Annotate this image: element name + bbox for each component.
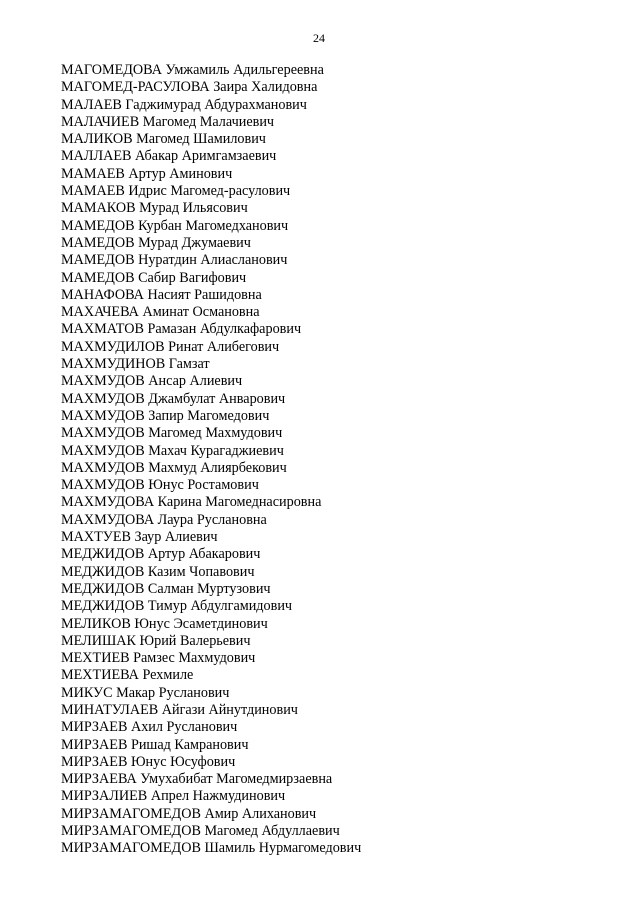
list-item: МАЛАЧИЕВ Магомед Малачиевич (61, 113, 275, 130)
list-item: МАМЕДОВ Нуратдин Алиасланович (61, 252, 288, 269)
list-item: МАМАЕВ Артур Аминович (61, 165, 233, 182)
list-item: МАМЕДОВ Курбан Магомедханович (61, 217, 289, 234)
list-item: МАХМУДИНОВ Гамзат (61, 356, 210, 373)
list-item: МЕЛИКОВ Юнус Эсаметдинович (61, 615, 268, 632)
list-item: МАХМУДОВ Магомед Махмудович (61, 425, 283, 442)
list-item: МЕДЖИДОВ Тимур Абдулгамидович (61, 598, 293, 615)
list-item: МАМЕДОВ Сабир Вагифович (61, 269, 247, 286)
list-item: МАХАЧЕВА Аминат Османовна (61, 304, 260, 321)
list-item: МАХМУДОВ Юнус Ростамович (61, 477, 259, 494)
list-item: МАМЕДОВ Мурад Джумаевич (61, 234, 251, 251)
list-item: МАХТУЕВ Заур Алиевич (61, 529, 218, 546)
list-item: МАГОМЕД-РАСУЛОВА Заира Халидовна (61, 79, 318, 96)
list-item: МИРЗАМАГОМЕДОВ Амир Алиханович (61, 805, 317, 822)
list-item: МИКУС Макар Русланович (61, 684, 230, 701)
list-item: МИРЗАМАГОМЕДОВ Магомед Абдуллаевич (61, 823, 340, 840)
list-item: МАХМУДОВА Лаура Руслановна (61, 511, 267, 528)
list-item: МИРЗАЕВ Ришад Камранович (61, 736, 249, 753)
list-item: МЕЛИШАК Юрий Валерьевич (61, 632, 251, 649)
list-item: МИРЗАЕВ Ахил Русланович (61, 719, 238, 736)
list-item: МАХМУДОВА Карина Магомеднасировна (61, 494, 322, 511)
list-item: МАХМУДОВ Ансар Алиевич (61, 373, 243, 390)
list-item: МИНАТУЛАЕВ Айгази Айнутдинович (61, 701, 298, 718)
name-list (61, 62, 361, 858)
list-item: МЕДЖИДОВ Салман Муртузович (61, 580, 271, 597)
list-item: МАХМУДИЛОВ Ринат Алибегович (61, 338, 280, 355)
list-item: МЕХТИЕВ Рамзес Махмудович (61, 650, 256, 667)
list-item: МАМАЕВ Идрис Магомед-расулович (61, 183, 291, 200)
list-item: МИРЗАМАГОМЕДОВ Шамиль Нурмагомедович (61, 840, 362, 857)
list-item: МЕДЖИДОВ Казим Чопавович (61, 563, 255, 580)
list-item: МАНАФОВА Насият Рашидовна (61, 286, 262, 303)
list-item: МИРЗАЛИЕВ Апрел Нажмудинович (61, 788, 286, 805)
list-item: МАЛАЕВ Гаджимурад Абдурахманович (61, 96, 307, 113)
list-item: МАХМУДОВ Махач Курагаджиевич (61, 442, 284, 459)
list-item: МАГОМЕДОВА Умжамиль Адильгереевна (61, 62, 324, 78)
list-item: МАМАКОВ Мурад Ильясович (61, 200, 248, 217)
list-item: МАХМУДОВ Запир Магомедович (61, 407, 270, 424)
page-number: 24 (313, 31, 325, 45)
list-item: МЕДЖИДОВ Артур Абакарович (61, 546, 261, 563)
list-item: МАЛЛАЕВ Абакар Аримгамзаевич (61, 148, 277, 165)
list-item: МИРЗАЕВА Умухабибат Магомедмирзаевна (61, 771, 333, 788)
list-item: МАЛИКОВ Магомед Шамилович (61, 131, 266, 148)
list-item: МАХМУДОВ Махмуд Алиярбекович (61, 459, 287, 476)
list-item: МАХМУДОВ Джамбулат Анварович (61, 390, 286, 407)
list-item: МАХМАТОВ Рамазан Абдулкафарович (61, 321, 302, 338)
list-item: МЕХТИЕВА Рехмиле (61, 667, 194, 684)
list-item: МИРЗАЕВ Юнус Юсуфович (61, 753, 236, 770)
